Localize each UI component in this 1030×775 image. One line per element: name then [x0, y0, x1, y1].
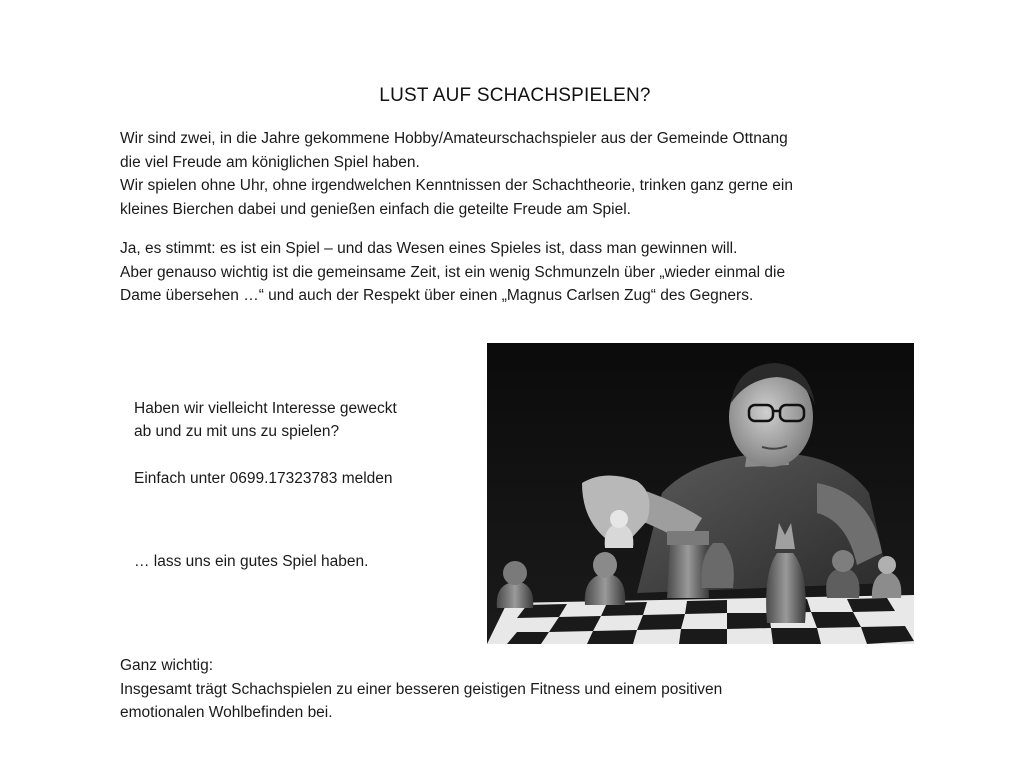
footer-paragraph — [120, 654, 920, 725]
respect-line: Ja, es stimmt: es ist ein Spiel – und das Wesen eines Spieles ist, dass man gewinnen will. — [120, 240, 738, 257]
invite-question-line: Haben wir vielleicht Interesse geweckt — [134, 400, 397, 417]
intro-line: kleines Bierchen dabei und genießen einfach die geteilte Freude am Spiel. — [120, 200, 631, 218]
invite-block — [134, 397, 464, 573]
chess-player-photo — [487, 343, 914, 644]
invite-question-line: ab und zu mit uns zu spielen? — [134, 423, 340, 440]
closing-text: … lass uns ein gutes Spiel haben. — [134, 553, 369, 570]
respect-line: Dame übersehen …“ und auch der Respekt über einen „Magnus Carlsen Zug“ des Gegners. — [120, 287, 754, 304]
respect-line: Aber genauso wichtig ist die gemeinsame Zeit, ist ein wenig Schmunzeln über „wieder einmal die — [120, 263, 786, 281]
footer-heading: Ganz wichtig: — [120, 657, 214, 674]
intro-line: die viel Freude am königlichen Spiel haben. — [120, 153, 420, 171]
intro-line: Wir sind zwei, in die Jahre gekommene Hobby/Amateurschachspieler aus der Gemeinde Ottnang — [120, 130, 788, 147]
footer-line: emotionalen Wohlbefinden bei. — [120, 704, 333, 721]
page-title: LUST AUF SCHACHSPIELEN? — [379, 85, 651, 106]
intro-line: Wir spielen ohne Uhr, ohne irgendwelchen Kenntnissen der Schachtheorie, trinken ganz gerne ein — [120, 177, 793, 194]
respect-paragraph — [120, 237, 920, 308]
footer-line: Insgesamt trägt Schachspielen zu einer besseren geistigen Fitness und einem positiven — [120, 680, 723, 698]
contact-phone-text: Einfach unter 0699.17323783 melden — [134, 470, 393, 487]
photo-illustration — [487, 343, 914, 644]
intro-paragraph — [120, 127, 920, 221]
